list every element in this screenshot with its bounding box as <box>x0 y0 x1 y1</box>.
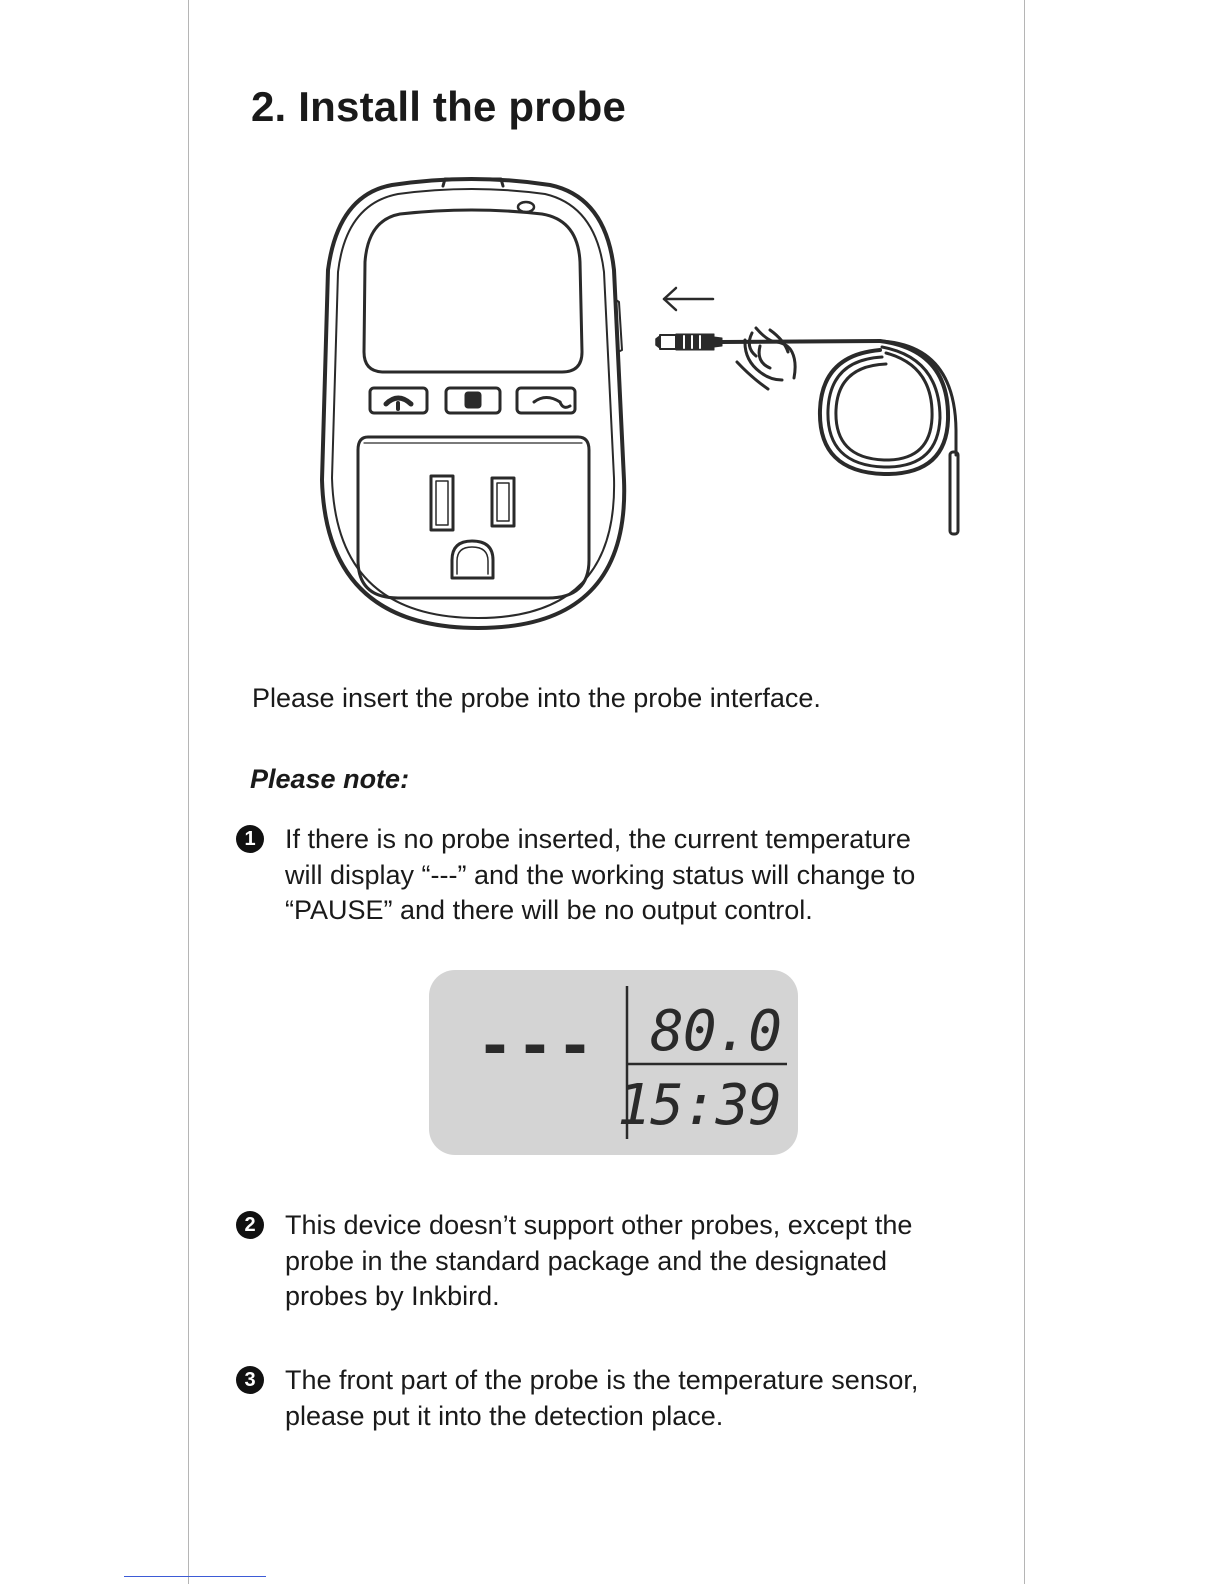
note-text-3 <box>285 1363 985 1434</box>
section-title: 2. Install the probe <box>251 83 627 130</box>
corner-decoration-line <box>124 1576 266 1577</box>
note-marker-2: 2 <box>236 1211 264 1239</box>
note-3-line-2: please put it into the detection place. <box>285 1400 724 1431</box>
page-border-left <box>188 0 189 1584</box>
lcd-display <box>429 970 798 1155</box>
note-marker-1: 1 <box>236 825 264 853</box>
note-2-line-2: probe in the standard package and the designated <box>285 1245 887 1276</box>
device-illustration <box>300 170 980 650</box>
note-1-line-2: will display “---” and the working status will change to <box>285 859 916 890</box>
lcd-set-temp: 80.0 <box>650 999 781 1064</box>
note-heading: Please note: <box>250 764 410 794</box>
smart-plug-controller-icon <box>322 179 624 628</box>
hand-icon <box>737 328 795 389</box>
note-3-line-1: The front part of the probe is the temperature sensor, <box>285 1365 919 1395</box>
probe-cable-icon <box>656 334 958 534</box>
note-2-line-3: probes by Inkbird. <box>285 1281 500 1311</box>
page-border-right <box>1024 0 1025 1584</box>
lcd-time: 15:39 <box>617 1073 781 1138</box>
note-2-line-1: This device doesn’t support other probes, except the <box>285 1210 913 1240</box>
lcd-current-temp: --- <box>476 1011 598 1081</box>
note-text-2 <box>285 1208 985 1315</box>
note-text-1 <box>285 822 985 929</box>
note-1-line-1: If there is no probe inserted, the current temperature <box>285 824 911 854</box>
note-1-line-3: “PAUSE” and there will be no output control. <box>285 895 813 925</box>
insert-arrow-icon <box>664 288 713 310</box>
intro-text: Please insert the probe into the probe interface. <box>252 683 821 713</box>
note-marker-3: 3 <box>236 1366 264 1394</box>
